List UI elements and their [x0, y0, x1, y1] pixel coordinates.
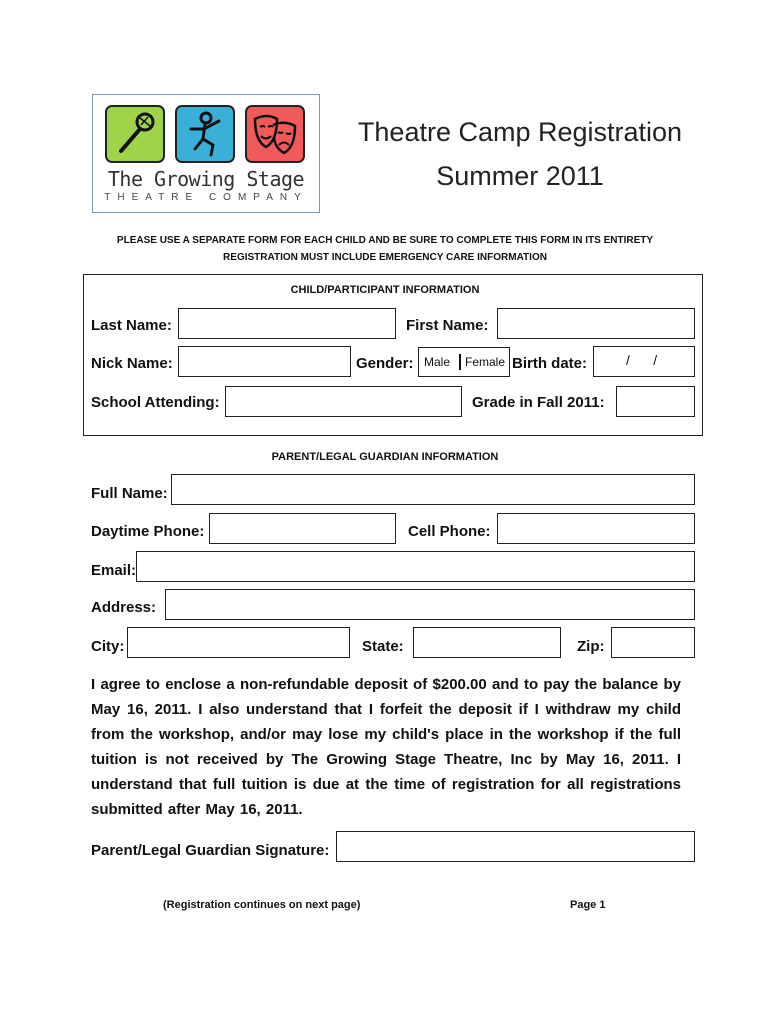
state-field[interactable] [413, 627, 561, 658]
grade-field[interactable] [616, 386, 695, 417]
continues-note: (Registration continues on next page) [163, 899, 361, 911]
logo-company-name: The Growing Stage [107, 167, 305, 191]
cell-phone-field[interactable] [497, 513, 695, 544]
signature-label: Parent/Legal Guardian Signature: [91, 842, 330, 859]
page-number: Page 1 [570, 899, 606, 911]
page-subtitle: Summer 2011 [436, 161, 604, 191]
notice-line-2: REGISTRATION MUST INCLUDE EMERGENCY CARE INFORMATION [223, 252, 547, 263]
cell-phone-label: Cell Phone: [408, 523, 491, 540]
nick-name-field[interactable] [178, 346, 351, 377]
city-field[interactable] [127, 627, 350, 658]
daytime-phone-label: Daytime Phone: [91, 523, 205, 540]
state-label: State: [362, 638, 404, 655]
page-title: Theatre Camp Registration [357, 117, 683, 147]
birth-date-label: Birth date: [512, 355, 587, 372]
last-name-field[interactable] [178, 308, 396, 339]
daytime-phone-field[interactable] [209, 513, 396, 544]
address-field[interactable] [165, 589, 695, 620]
school-field[interactable] [225, 386, 462, 417]
last-name-label: Last Name: [91, 317, 172, 334]
parent-section-title: PARENT/LEGAL GUARDIAN INFORMATION [271, 451, 499, 463]
school-label: School Attending: [91, 394, 220, 411]
logo-company-sub: THEATRE COMPANY [104, 192, 308, 203]
birth-date-field[interactable] [593, 346, 695, 377]
gender-divider [459, 354, 461, 370]
zip-field[interactable] [611, 627, 695, 658]
email-label: Email: [91, 562, 137, 579]
full-name-label: Full Name: [91, 485, 168, 502]
zip-label: Zip: [577, 638, 605, 655]
first-name-label: First Name: [406, 317, 489, 334]
nick-name-label: Nick Name: [91, 355, 173, 372]
birth-date-separators: / / [626, 352, 658, 368]
child-section-title: CHILD/PARTICIPANT INFORMATION [290, 284, 480, 296]
grade-label: Grade in Fall 2011: [472, 394, 605, 411]
gender-option-male[interactable]: Male [424, 355, 451, 369]
company-logo [92, 94, 320, 213]
notice-line-1: PLEASE USE A SEPARATE FORM FOR EACH CHILD AND BE SURE TO COMPLETE THIS FORM IN ITS ENTIRETY [116, 235, 654, 246]
address-label: Address: [91, 599, 157, 616]
agreement-text: I agree to enclose a non-refundable deposit of $200.00 and to pay the balance by May 16, 2011. I also understand that I forfeit the deposit if I withdraw my child from the workshop, and/or may lose my child's place in the workshop if the full tuition is not received by The Growing Stage Theatre, Inc by May 16, 2011. I understand that full tuition is due at the time of registration for all registrations submitted after May 16, 2011. [91, 676, 681, 818]
microphone-icon [105, 105, 165, 163]
theatre-masks-icon [245, 105, 305, 163]
signature-field[interactable] [336, 831, 695, 862]
city-label: City: [91, 638, 125, 655]
dancer-icon [175, 105, 235, 163]
gender-select[interactable] [418, 347, 510, 377]
gender-label: Gender: [356, 355, 414, 372]
first-name-field[interactable] [497, 308, 695, 339]
email-field[interactable] [136, 551, 695, 582]
gender-option-female[interactable]: Female [465, 355, 506, 369]
full-name-field[interactable] [171, 474, 695, 505]
